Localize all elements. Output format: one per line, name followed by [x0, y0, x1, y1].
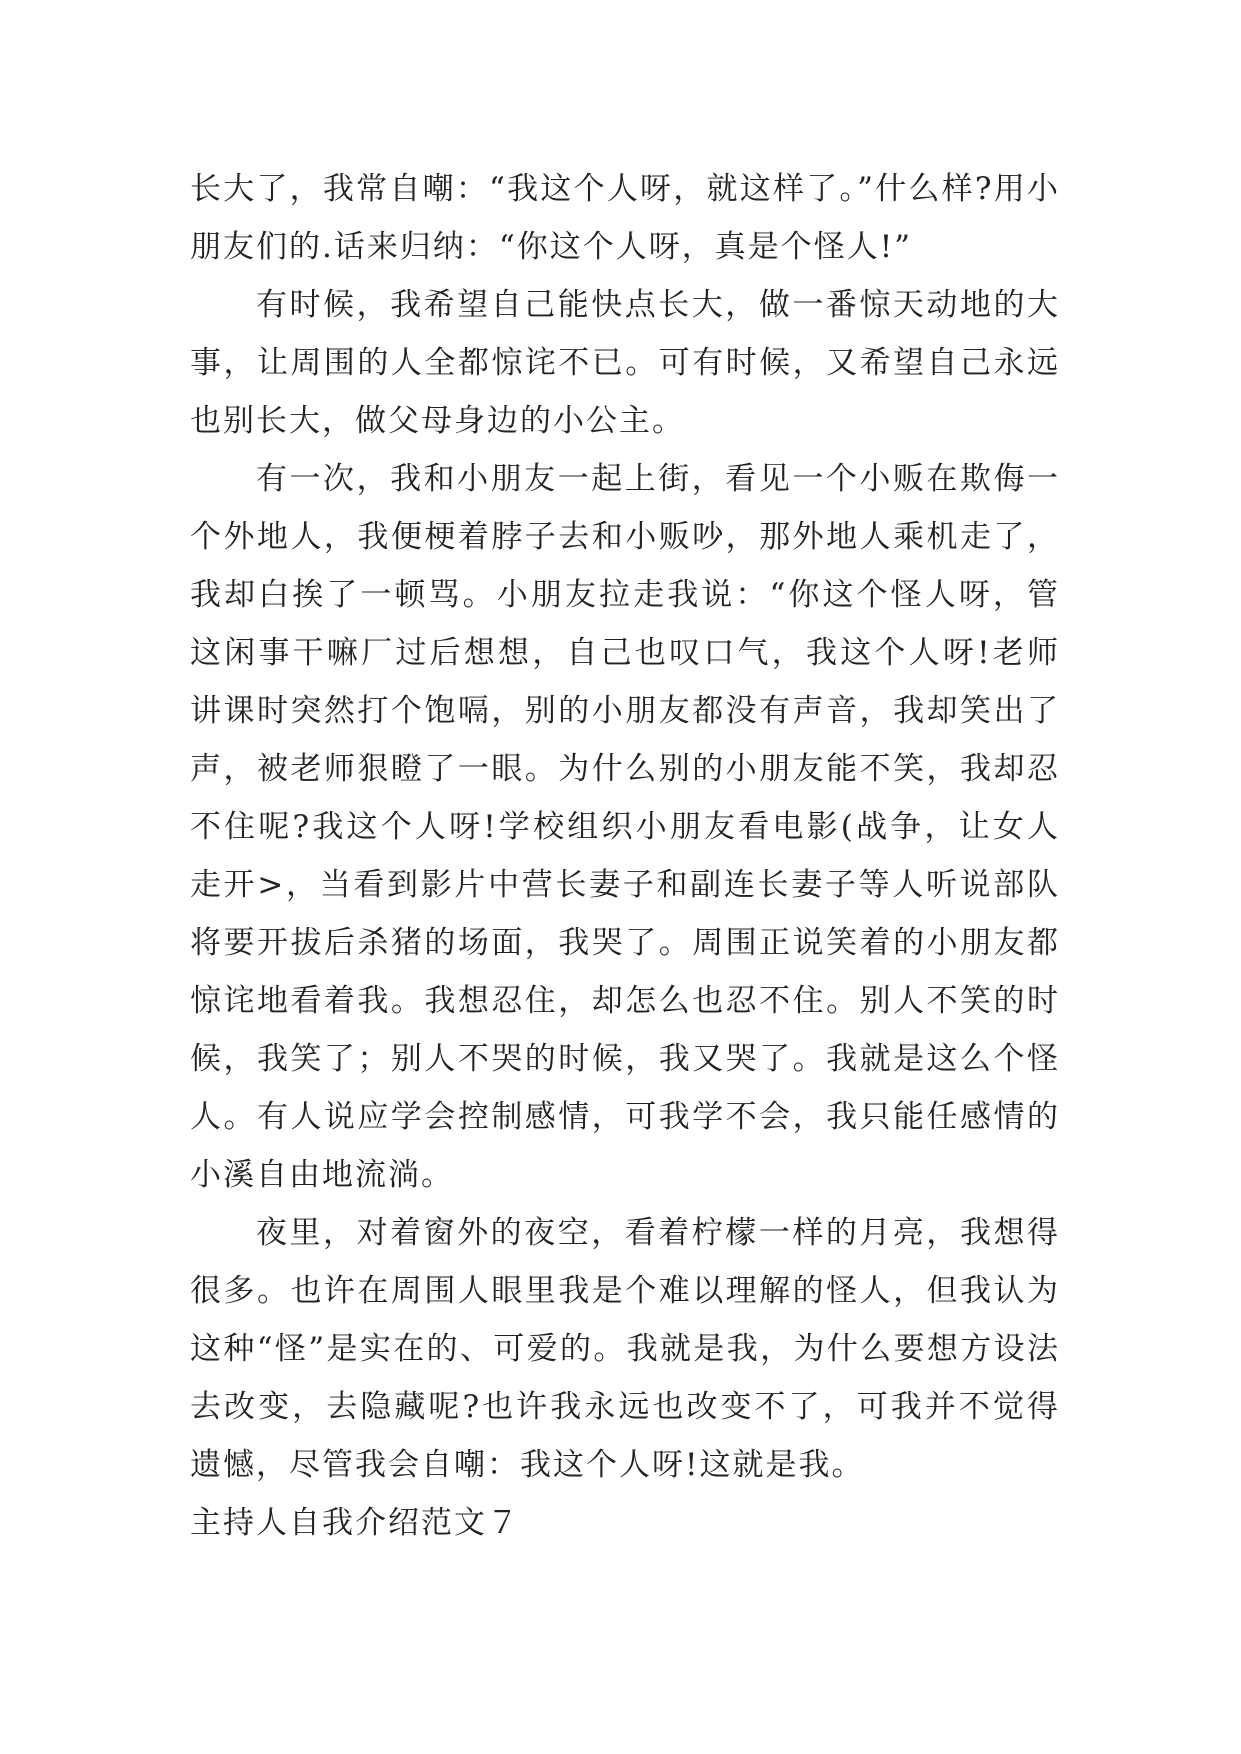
document-body — [190, 160, 1060, 1552]
paragraph-3: 有一次，我和小朋友一起上街，看见一个小贩在欺侮一个外地人，我便梗着脖子去和小贩吵，那外地人乘机走了，我却白挨了一顿骂。小朋友拉走我说：“你这个怪人呀，管这闲事干嘛厂过后想想，自己也叹口气，我这个人呀!老师讲课时突然打个饱嗝，别的小朋友都没有声音，我却笑出了声，被老师狠瞪了一眼。为什么别的小朋友能不笑，我却忍不住呢?我这个人呀!学校组织小朋友看电影(战争，让女人走开>，当看到影片中营长妻子和副连长妻子等人听说部队将要开拔后杀猪的场面，我哭了。周围正说笑着的小朋友都惊诧地看着我。我想忍住，却怎么也忍不住。别人不笑的时候，我笑了；别人不哭的时候，我又哭了。我就是这么个怪人。有人说应学会控制感情，可我学不会，我只能任感情的小溪自由地流淌。 — [190, 461, 1060, 1193]
paragraph-1: 长大了，我常自嘲：“我这个人呀，就这样了。”什么样?用小朋友们的.话来归纳：“你这个人呀，真是个怪人!” — [190, 171, 1060, 265]
paragraph-2: 有时候，我希望自己能快点长大，做一番惊天动地的大事，让周围的人全都惊诧不已。可有时候，又希望自己永远也别长大，做父母身边的小公主。 — [190, 287, 1060, 439]
paragraph-4: 夜里，对着窗外的夜空，看着柠檬一样的月亮，我想得很多。也许在周围人眼里我是个难以理解的怪人，但我认为这种“怪”是实在的、可爱的。我就是我，为什么要想方设法去改变，去隐藏呢?也许我永远也改变不了，可我并不觉得遗憾，尽管我会自嘲：我这个人呀!这就是我。 — [190, 1215, 1060, 1483]
section-heading: 主持人自我介绍范文７ — [190, 1505, 520, 1541]
